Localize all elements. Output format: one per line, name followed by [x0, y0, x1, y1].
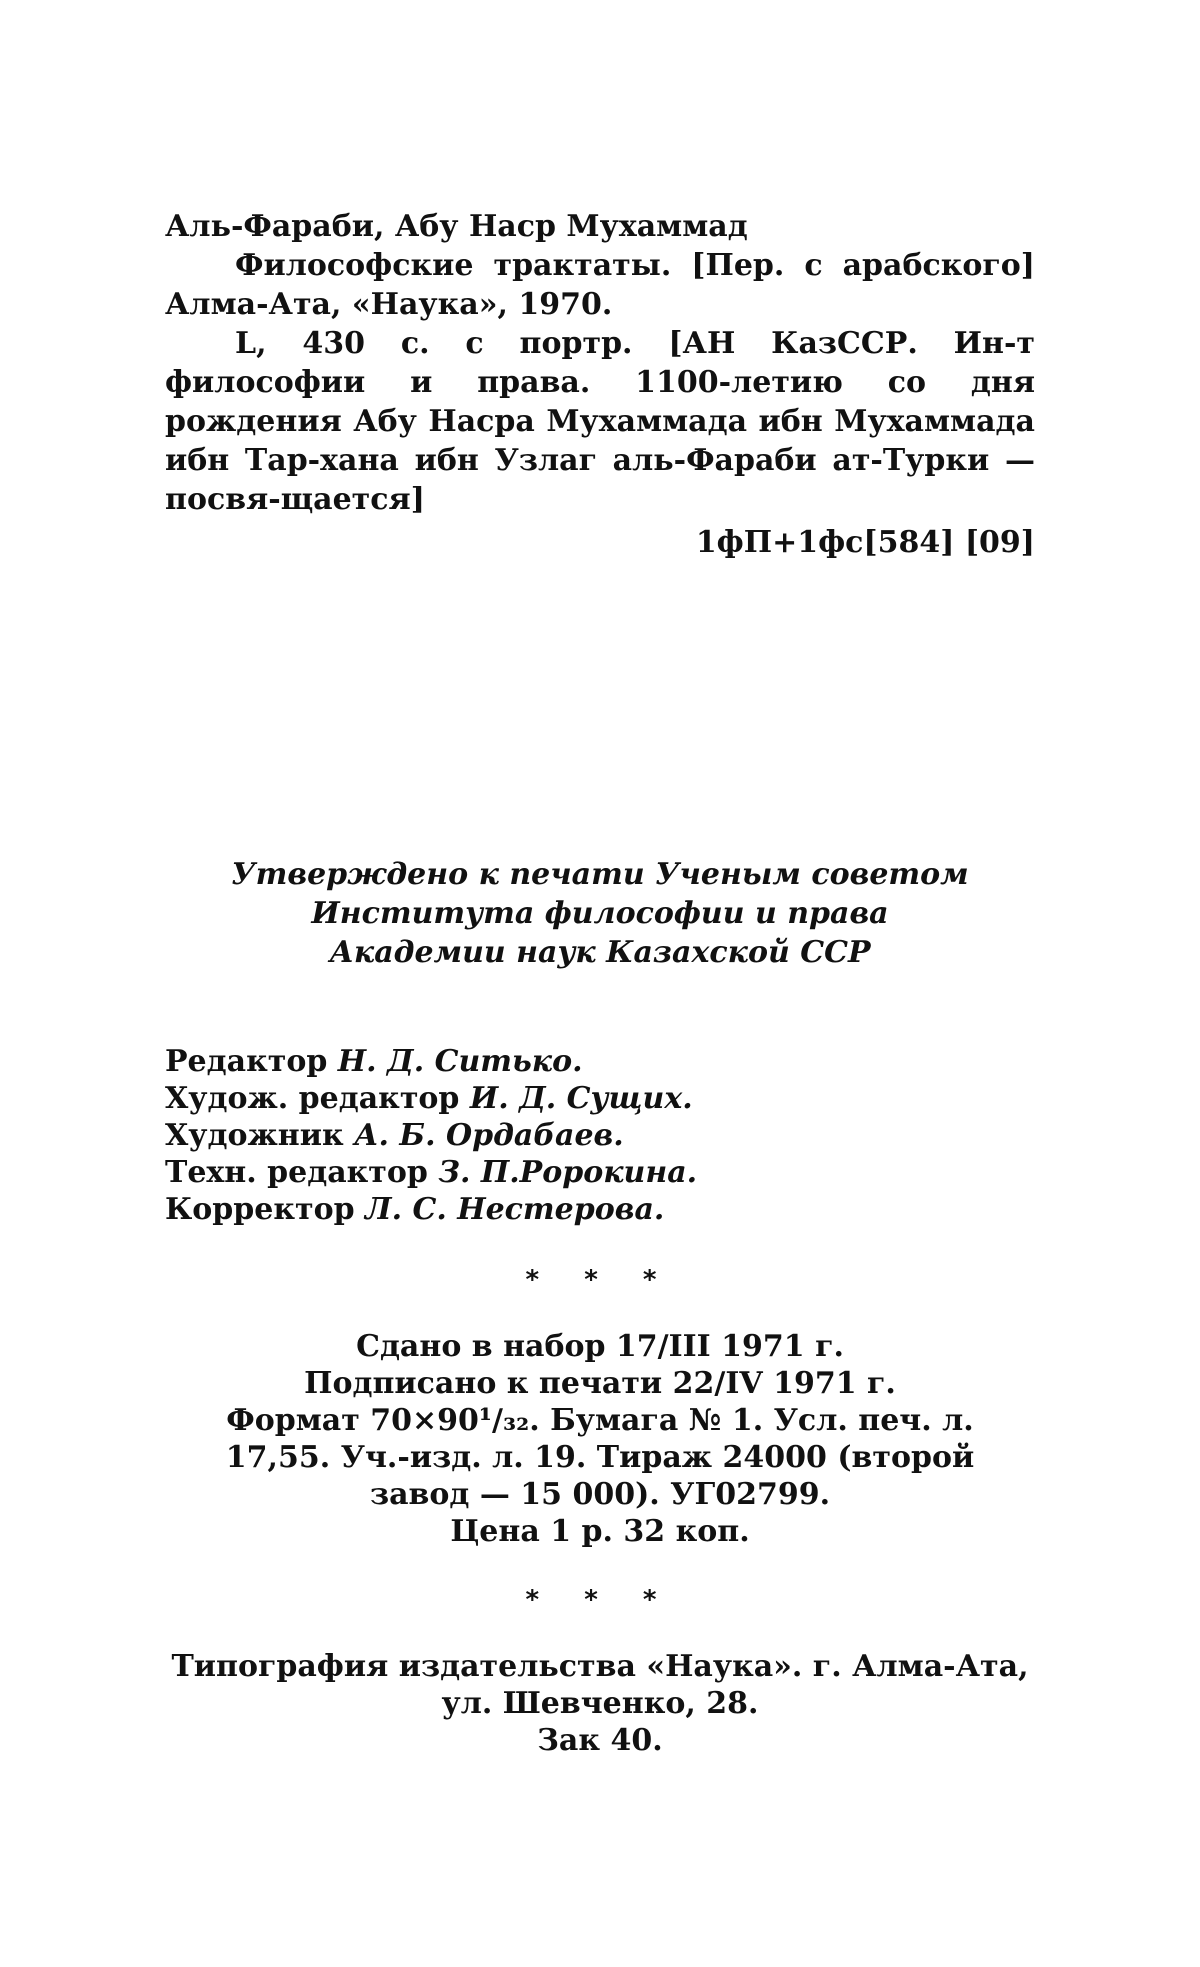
section-separator: * * * — [525, 1585, 675, 1615]
printing-line: Сдано в набор 17/III 1971 г. — [356, 1329, 844, 1364]
staff-role: Корректор — [165, 1192, 355, 1227]
printing-line: Формат 70×90¹/₃₂. Бумага № 1. Усл. печ. л. — [226, 1403, 974, 1438]
approval-line: Утверждено к печати Ученым советом — [231, 857, 969, 892]
printing-line: завод — 15 000). УГ02799. — [369, 1477, 831, 1512]
classification-code: 1фП+1фс[584] [09] — [695, 525, 1035, 560]
staff-name: А. Б. Ордабаев. — [354, 1118, 624, 1153]
printing-details — [165, 1328, 1035, 1550]
staff-role: Худож. редактор — [165, 1081, 460, 1116]
approval-line: Академии наук Казахской ССР — [329, 935, 871, 970]
staff-name: З. П.Ророкина. — [438, 1155, 698, 1190]
printing-house — [165, 1648, 1035, 1759]
staff-role: Редактор — [165, 1044, 328, 1079]
staff-row — [165, 1117, 1035, 1154]
staff-row — [165, 1154, 1035, 1191]
approval-line: Института философии и права — [311, 896, 889, 931]
order-number: Зак 40. — [537, 1723, 663, 1758]
staff-row — [165, 1080, 1035, 1117]
printing-line: Подписано к печати 22/IV 1971 г. — [304, 1366, 896, 1401]
section-separator: * * * — [525, 1265, 675, 1295]
staff-role: Техн. редактор — [165, 1155, 428, 1190]
book-author: Аль-Фараби, Абу Наср Мухаммад — [165, 209, 748, 244]
staff-name: И. Д. Сущих. — [469, 1081, 693, 1116]
printing-line: 17,55. Уч.-изд. л. 19. Тираж 24000 (второй — [225, 1440, 975, 1475]
editorial-staff — [165, 1043, 1035, 1228]
printing-house-address: ул. Шевченко, 28. — [441, 1686, 759, 1721]
staff-row — [165, 1043, 1035, 1080]
book-title-imprint: Философские трактаты. [Пер. с арабского] Алма-Ата, «Наука», 1970. — [165, 248, 1035, 322]
printing-house-name: Типография издательства «Наука». г. Алма-Ата, — [171, 1649, 1029, 1684]
staff-name: Н. Д. Ситько. — [337, 1044, 583, 1079]
staff-name: Л. С. Нестерова. — [365, 1192, 665, 1227]
approval-statement — [165, 855, 1035, 972]
bibliographic-record — [165, 207, 1035, 562]
book-description: L, 430 с. с портр. [АН КазССР. Ин-т философии и права. 1100-летию со дня рождения Абу Насра Мухаммада ибн Мухаммада ибн Тар-хана ибн Узлаг аль-Фараби ат-Турки — посвя-щается] — [165, 326, 1035, 517]
staff-row — [165, 1191, 1035, 1228]
price-line: Цена 1 р. 32 коп. — [450, 1514, 750, 1549]
staff-role: Художник — [165, 1118, 344, 1153]
